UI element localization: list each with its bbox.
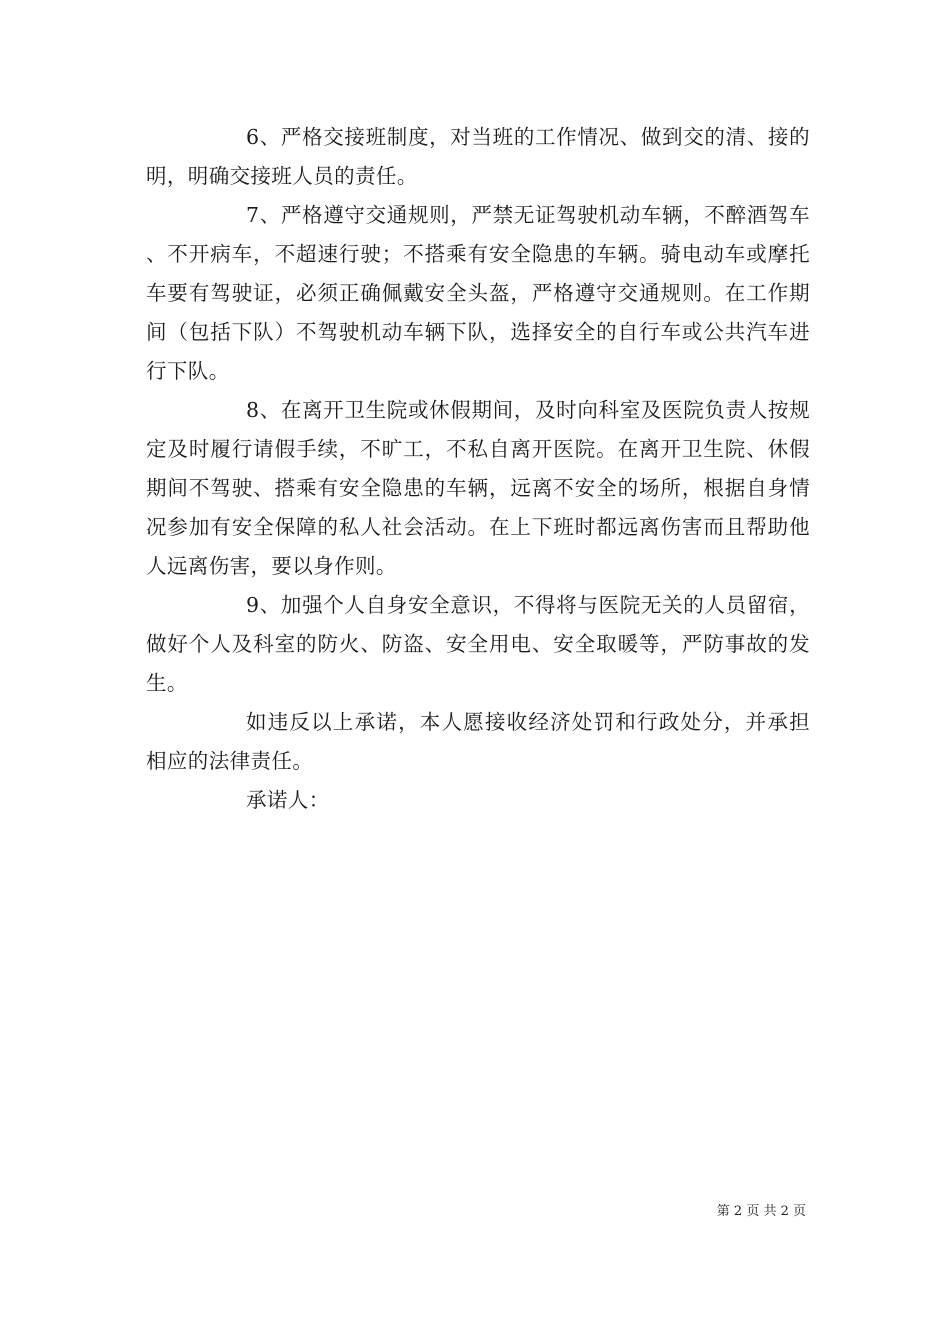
paragraph-item-8: 8、在离开卫生院或休假期间，及时向科室及医院负责人按规定及时履行请假手续，不旷工，不私自离开医院。在离开卫生院、休假期间不驾驶、搭乘有安全隐患的车辆，远离不安全的场所，根据自身情况参加有安全保障的私人社会活动。在上下班时都远离伤害而且帮助他人远离伤害，要以身作则。 [146,398,810,578]
paragraph-item-9: 9、加强个人自身安全意识，不得将与医院无关的人员留宿，做好个人及科室的防火、防盗、安全用电、安全取暖等，严防事故的发生。 [146,593,810,695]
signature-label: 承诺人： [246,788,330,812]
paragraph-item-6: 6、严格交接班制度，对当班的工作情况、做到交的清、接的明，明确交接班人员的责任。 [146,125,810,188]
page-number: 第 2 页 共 2 页 [716,1204,806,1219]
document-body [146,118,810,820]
paragraph-item-7: 7、严格遵守交通规则，严禁无证驾驶机动车辆，不醉酒驾车、不开病车，不超速行驶；不搭乘有安全隐患的车辆。骑电动车或摩托车要有驾驶证，必须正确佩戴安全头盔，严格遵守交通规则。在工作期间（包括下队）不驾驶机动车辆下队，选择安全的自行车或公共汽车进行下队。 [146,203,810,383]
violation-clause: 如违反以上承诺，本人愿接收经济处罚和行政处分，并承担相应的法律责任。 [146,710,810,773]
